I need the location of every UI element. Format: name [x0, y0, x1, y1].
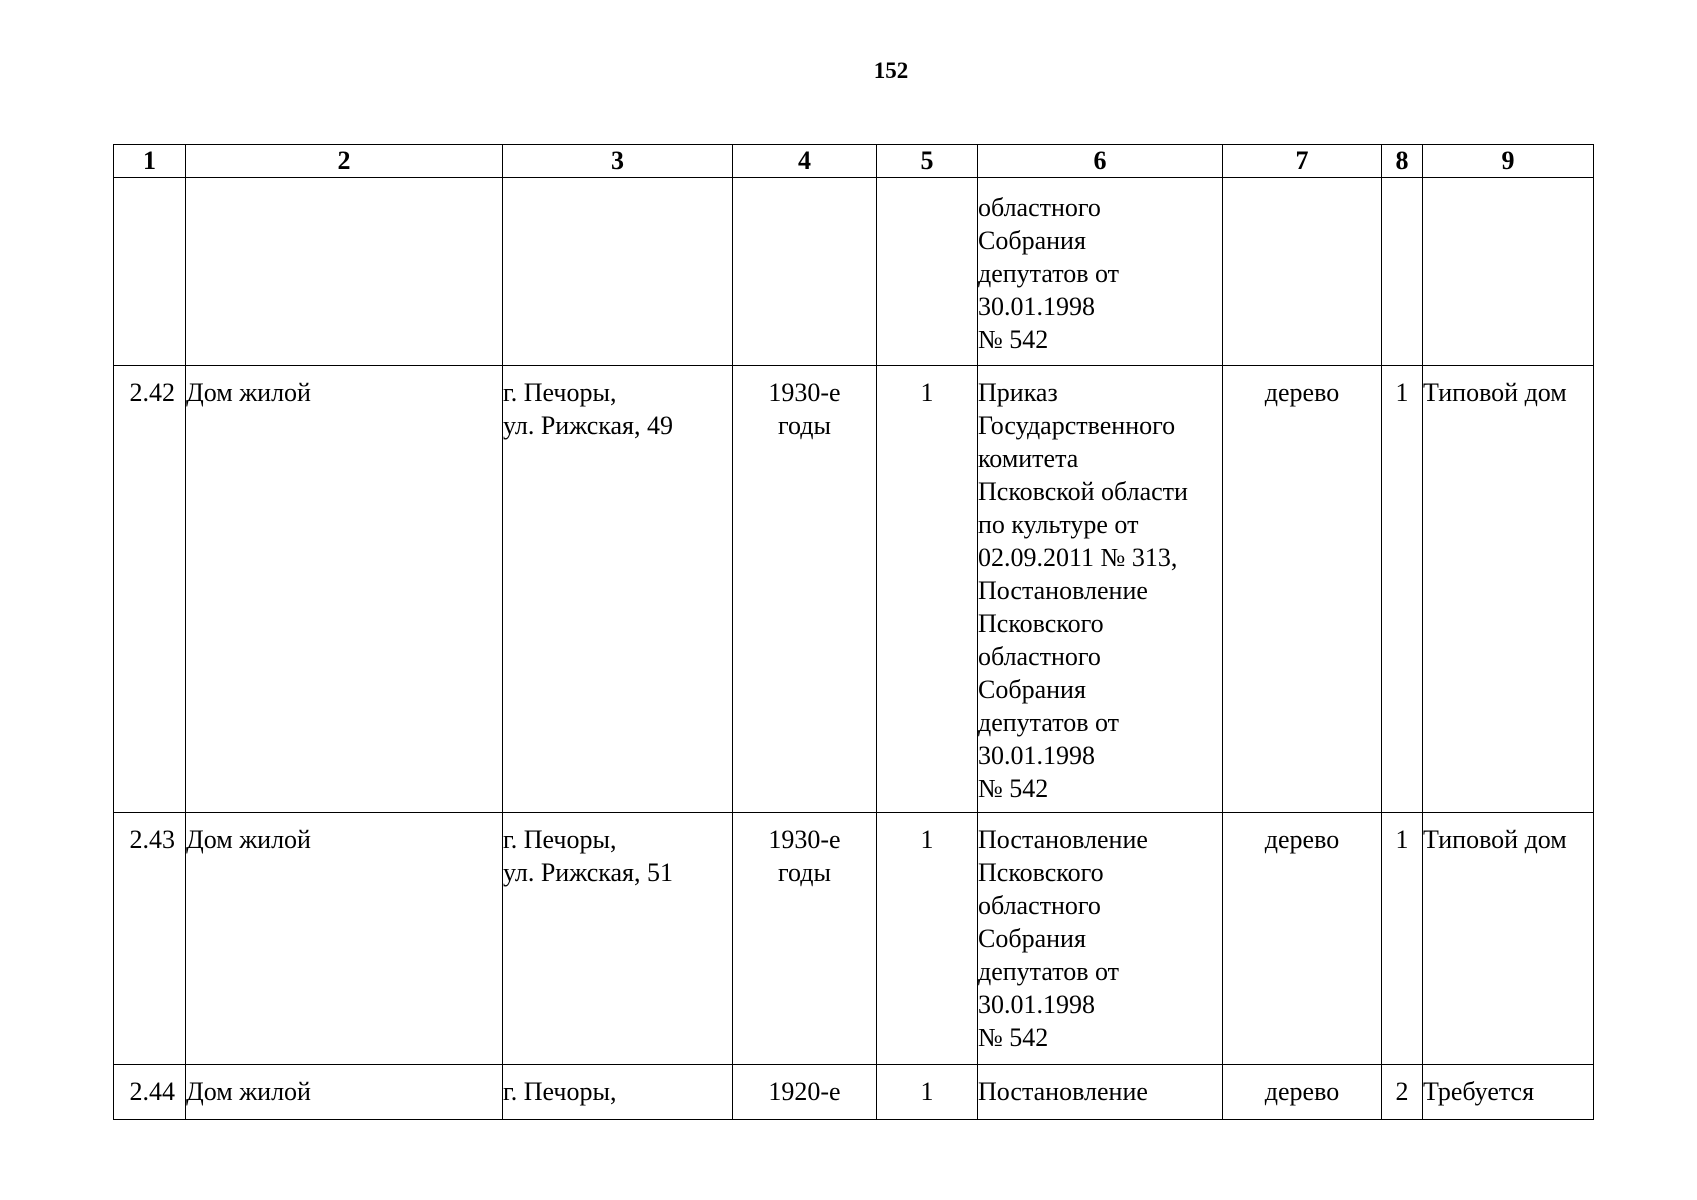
cell-state: 2 — [1382, 1065, 1423, 1120]
cell-category: 1 — [877, 813, 978, 1065]
cell-number: 2.43 — [114, 813, 186, 1065]
cell-address — [503, 178, 733, 366]
heritage-objects-table — [113, 144, 1594, 1120]
cell-name: Дом жилой — [186, 1065, 503, 1120]
cell-material: дерево — [1223, 1065, 1382, 1120]
column-header: 9 — [1423, 145, 1594, 178]
cell-note — [1423, 178, 1594, 366]
cell-number: 2.42 — [114, 366, 186, 813]
cell-address: г. Печоры, ул. Рижская, 49 — [503, 366, 733, 813]
cell-number: 2.44 — [114, 1065, 186, 1120]
cell-document: Постановление — [978, 1065, 1223, 1120]
cell-note: Типовой дом — [1423, 366, 1594, 813]
cell-category: 1 — [877, 366, 978, 813]
column-header: 2 — [186, 145, 503, 178]
cell-date: 1920-е — [733, 1065, 877, 1120]
table-row-continuation — [114, 178, 1594, 366]
cell-name — [186, 178, 503, 366]
cell-date: 1930-е годы — [733, 813, 877, 1065]
table-row — [114, 366, 1594, 813]
cell-state: 1 — [1382, 366, 1423, 813]
table-row — [114, 813, 1594, 1065]
cell-address: г. Печоры, — [503, 1065, 733, 1120]
cell-state — [1382, 178, 1423, 366]
cell-number — [114, 178, 186, 366]
cell-document: областного Собрания депутатов от 30.01.1998 № 542 — [978, 178, 1223, 366]
column-header: 1 — [114, 145, 186, 178]
table-header-row — [114, 145, 1594, 178]
cell-material: дерево — [1223, 813, 1382, 1065]
cell-note: Типовой дом — [1423, 813, 1594, 1065]
cell-date: 1930-е годы — [733, 366, 877, 813]
cell-name: Дом жилой — [186, 366, 503, 813]
cell-material: дерево — [1223, 366, 1382, 813]
cell-material — [1223, 178, 1382, 366]
cell-note: Требуется — [1423, 1065, 1594, 1120]
table-row — [114, 1065, 1594, 1120]
cell-state: 1 — [1382, 813, 1423, 1065]
cell-name: Дом жилой — [186, 813, 503, 1065]
column-header: 8 — [1382, 145, 1423, 178]
column-header: 4 — [733, 145, 877, 178]
cell-address: г. Печоры, ул. Рижская, 51 — [503, 813, 733, 1065]
column-header: 5 — [877, 145, 978, 178]
column-header: 6 — [978, 145, 1223, 178]
column-header: 3 — [503, 145, 733, 178]
cell-category — [877, 178, 978, 366]
cell-date — [733, 178, 877, 366]
cell-document: Постановление Псковского областного Собрания депутатов от 30.01.1998 № 542 — [978, 813, 1223, 1065]
cell-document: Приказ Государственного комитета Псковской области по культуре от 02.09.2011 № 313, Постановление Псковского областного Собрания депутатов от 30.01.1998 № 542 — [978, 366, 1223, 813]
cell-category: 1 — [877, 1065, 978, 1120]
page-number: 152 — [873, 58, 909, 83]
column-header: 7 — [1223, 145, 1382, 178]
